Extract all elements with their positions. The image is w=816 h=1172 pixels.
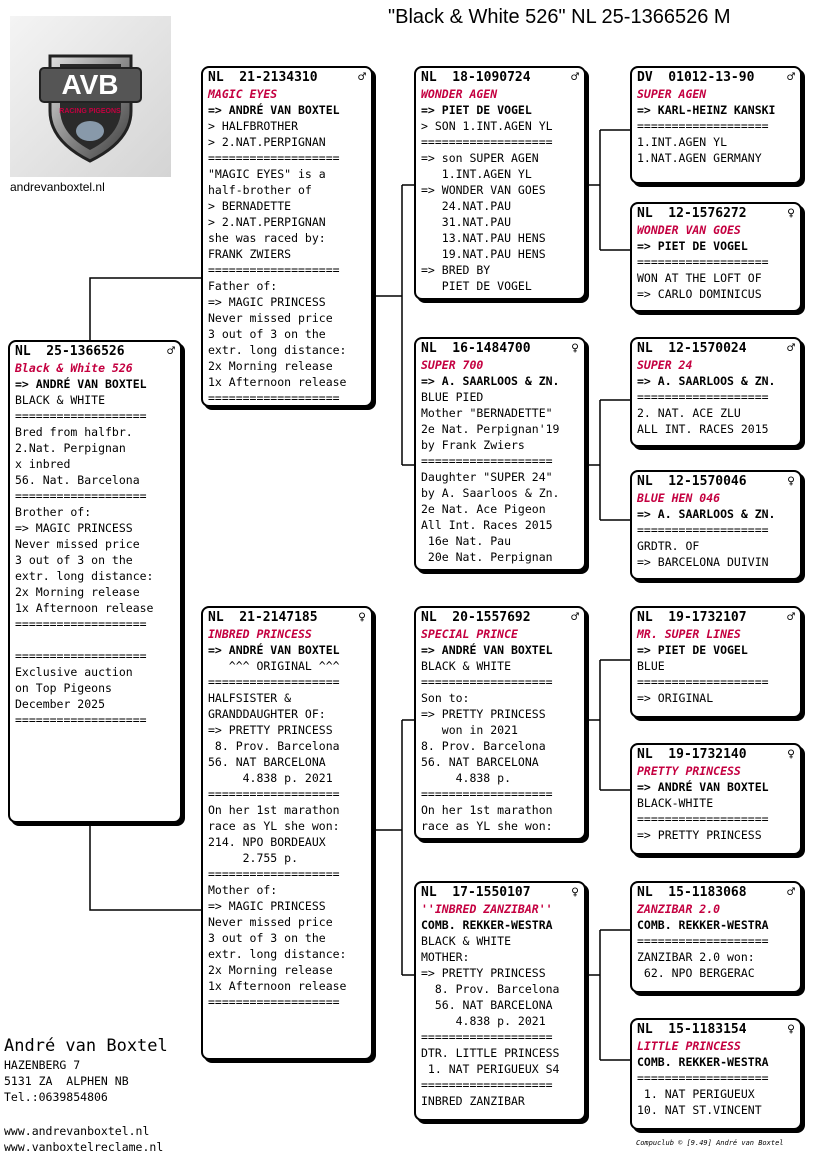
pedigree-line: December 2025 (15, 697, 106, 711)
ring-number (637, 747, 797, 763)
pedigree-line: => BRED BY (421, 263, 491, 277)
male-icon: ♂ (571, 70, 579, 85)
pedigree-line: 56. Nat. Barcelona (15, 473, 140, 487)
ring-number-text: NL 19-1732140 (637, 747, 747, 762)
pigeon-name: SUPER AGEN (637, 87, 707, 101)
pigeon-card-sire[interactable] (201, 66, 373, 407)
pedigree-line: Exclusive auction (15, 665, 133, 679)
pedigree-line: =================== (208, 867, 340, 881)
pedigree-line: > 2.NAT.PERPIGNAN (208, 215, 326, 229)
pedigree-line: => WONDER VAN GOES (421, 183, 546, 197)
female-icon: ♀ (787, 474, 795, 489)
pedigree-line: x inbred (15, 457, 71, 471)
female-icon: ♀ (787, 206, 795, 221)
ring-number-text: NL 17-1550107 (421, 885, 531, 900)
pigeon-card-dds[interactable] (630, 881, 802, 993)
pedigree-line: =================== (637, 934, 769, 948)
pedigree-line: 4.838 p. 2021 (421, 1014, 546, 1028)
pedigree-line: 2.Nat. Perpignan (15, 441, 126, 455)
pedigree-line: =================== (637, 255, 769, 269)
pigeon-card-sire-sire[interactable] (414, 66, 586, 300)
pedigree-line: On her 1st marathon (208, 803, 340, 817)
website-link-2[interactable]: www.vanboxtelreclame.nl (4, 1140, 164, 1154)
ring-number-text: NL 15-1183154 (637, 1022, 747, 1037)
pedigree-line: > BERNADETTE (208, 199, 292, 213)
pedigree-line: Never missed price (15, 537, 140, 551)
pigeon-owner: => KARL-HEINZ KANSKI (637, 103, 776, 117)
male-icon: ♂ (787, 70, 795, 85)
pigeon-name: ''INBRED ZANZIBAR'' (421, 902, 553, 916)
pedigree-line: =================== (208, 787, 340, 801)
pedigree-line: 56. NAT BARCELONA (208, 755, 326, 769)
pedigree-line: 1x Afternoon release (208, 375, 347, 389)
pedigree-line: by Frank Zwiers (421, 438, 525, 452)
breeder-name: André van Boxtel (4, 1036, 168, 1056)
pedigree-line: =================== (421, 787, 553, 801)
pedigree-line: 3 out of 3 on the (15, 553, 133, 567)
pigeon-card-dam-sire[interactable] (414, 606, 586, 840)
pedigree-line: 56. NAT BARCELONA (421, 755, 539, 769)
logo-text: AVB (61, 69, 119, 100)
ring-number-text: DV 01012-13-90 (637, 70, 755, 85)
pigeon-owner: COMB. REKKER-WESTRA (421, 918, 553, 932)
pedigree-line: DTR. LITTLE PRINCESS (421, 1046, 560, 1060)
pigeon-owner: => ANDRÉ VAN BOXTEL (208, 643, 340, 657)
pedigree-line: won in 2021 (421, 723, 518, 737)
pedigree-line: BLACK & WHITE (15, 393, 106, 407)
pedigree-line: ALL INT. RACES 2015 (637, 422, 769, 436)
website-link[interactable]: www.andrevanboxtel.nl (4, 1124, 150, 1138)
pigeon-name: MR. SUPER LINES (637, 627, 741, 641)
pedigree-line: 4.838 p. 2021 (208, 771, 333, 785)
ring-number-text: NL 12-1576272 (637, 206, 747, 221)
pedigree-line: 1.INT.AGEN YL (637, 135, 728, 149)
pedigree-line: ZANZIBAR 2.0 won: (637, 950, 755, 964)
pigeon-owner: COMB. REKKER-WESTRA (637, 1055, 769, 1069)
pedigree-line: race as YL she won: (208, 819, 340, 833)
pigeon-name: SPECIAL PRINCE (421, 627, 518, 641)
pigeon-card-dam[interactable] (201, 606, 373, 1060)
pedigree-line: WON AT THE LOFT OF (637, 271, 762, 285)
pedigree-line: 2x Morning release (15, 585, 140, 599)
pigeon-owner: => A. SAARLOOS & ZN. (421, 374, 560, 388)
pedigree-line: BLACK & WHITE (421, 934, 512, 948)
pedigree-line: 13.NAT.PAU HENS (421, 231, 546, 245)
pedigree-line: => MAGIC PRINCESS (208, 295, 326, 309)
pedigree-line: =================== (637, 119, 769, 133)
pedigree-line: 1. NAT PERIGUEUX (637, 1087, 755, 1101)
pedigree-line: > HALFBROTHER (208, 119, 299, 133)
ring-number (637, 206, 797, 222)
pedigree-line: 214. NPO BORDEAUX (208, 835, 326, 849)
ring-number (637, 70, 797, 86)
pedigree-line: On her 1st marathon (421, 803, 553, 817)
pedigree-line: Brother of: (15, 505, 92, 519)
pedigree-line: =================== (637, 1071, 769, 1085)
male-icon: ♂ (787, 885, 795, 900)
pedigree-line: FRANK ZWIERS (208, 247, 292, 261)
pedigree-line: 1. NAT PERIGUEUX S4 (421, 1062, 560, 1076)
pedigree-line: PIET DE VOGEL (421, 279, 532, 293)
ring-number-text: NL 20-1557692 (421, 610, 531, 625)
pedigree-line: =================== (15, 649, 147, 663)
pedigree-line: 20e Nat. Perpignan (421, 550, 553, 564)
pedigree-line: 3 out of 3 on the (208, 931, 326, 945)
pigeon-card-subject[interactable] (8, 340, 182, 823)
pedigree-line: => son SUPER AGEN (421, 151, 539, 165)
pigeon-name: WONDER AGEN (421, 87, 498, 101)
pedigree-line: =================== (15, 713, 147, 727)
breeder-address: HAZENBERG 7 (4, 1058, 81, 1072)
pedigree-line: => MAGIC PRINCESS (208, 899, 326, 913)
pedigree-line: Never missed price (208, 311, 333, 325)
pedigree-line: => PRETTY PRINCESS (421, 966, 546, 980)
pedigree-line: GRDTR. OF (637, 539, 700, 553)
pigeon-name: INBRED PRINCESS (208, 627, 312, 641)
pigeon-card-sire-dam[interactable] (414, 337, 586, 571)
pigeon-card-dss[interactable] (630, 606, 802, 718)
pedigree-line: 8. Prov. Barcelona (208, 739, 340, 753)
pigeon-owner: => ANDRÉ VAN BOXTEL (15, 377, 147, 391)
pedigree-line: Bred from halfbr. (15, 425, 133, 439)
pedigree-line: All Int. Races 2015 (421, 518, 553, 532)
pedigree-line: => PRETTY PRINCESS (421, 707, 546, 721)
female-icon: ♀ (358, 610, 366, 625)
page-title: "Black & White 526" NL 25-1366526 M (388, 6, 731, 28)
pedigree-line: =================== (421, 1078, 553, 1092)
pedigree-line: =================== (637, 675, 769, 689)
pedigree-line: => BARCELONA DUIVIN (637, 555, 769, 569)
pedigree-line: =================== (208, 151, 340, 165)
pedigree-line: BLUE PIED (421, 390, 484, 404)
ring-number (208, 70, 368, 86)
pedigree-line: 2. NAT. ACE ZLU (637, 406, 741, 420)
pedigree-line: BLACK & WHITE (421, 659, 512, 673)
pigeon-card-ddd[interactable] (630, 1018, 802, 1130)
pedigree-line: => PRETTY PRINCESS (637, 828, 762, 842)
pedigree-line (15, 632, 177, 648)
pedigree-line: 8. Prov. Barcelona (421, 739, 546, 753)
male-icon: ♂ (787, 341, 795, 356)
pedigree-line: 4.838 p. (421, 771, 512, 785)
footer-links (4, 1124, 163, 1156)
pedigree-line: => ORIGINAL (637, 691, 714, 705)
pigeon-name: ZANZIBAR 2.0 (637, 902, 721, 916)
pigeon-name: Black & White 526 (15, 361, 133, 375)
pedigree-line: 1x Afternoon release (208, 979, 347, 993)
pedigree-line: => CARLO DOMINICUS (637, 287, 762, 301)
breeder-phone: Tel.:0639854806 (4, 1090, 108, 1104)
ring-number (637, 1022, 797, 1038)
pedigree-line: Mother of: (208, 883, 278, 897)
male-icon: ♂ (358, 70, 366, 85)
pedigree-line: Daughter "SUPER 24" (421, 470, 553, 484)
breeder-city: 5131 ZA ALPHEN NB (4, 1074, 129, 1088)
pedigree-line: 2e Nat. Ace Pigeon (421, 502, 546, 516)
pedigree-line: 2e Nat. Perpignan'19 (421, 422, 560, 436)
pedigree-line: =================== (421, 675, 553, 689)
pedigree-line: 3 out of 3 on the (208, 327, 326, 341)
ring-number (421, 885, 581, 901)
pigeon-name: SUPER 700 (421, 358, 484, 372)
pedigree-line: BLACK-WHITE (637, 796, 714, 810)
pigeon-owner: => PIET DE VOGEL (637, 239, 748, 253)
ring-number-text: NL 18-1090724 (421, 70, 531, 85)
pedigree-line: Son to: (421, 691, 470, 705)
pedigree-line: =================== (637, 812, 769, 826)
pedigree-line: she was raced by: (208, 231, 326, 245)
pedigree-line: 56. NAT BARCELONA (421, 998, 553, 1012)
pigeon-name: PRETTY PRINCESS (637, 764, 741, 778)
pedigree-line: GRANDDAUGHTER OF: (208, 707, 326, 721)
pedigree-line: =================== (421, 454, 553, 468)
pedigree-line: => MAGIC PRINCESS (15, 521, 133, 535)
ring-number-text: NL 21-2134310 (208, 70, 318, 85)
pedigree-line: Father of: (208, 279, 278, 293)
pedigree-line: INBRED ZANZIBAR (421, 1094, 525, 1108)
ring-number-text: NL 12-1570024 (637, 341, 747, 356)
ring-number (637, 610, 797, 626)
pedigree-line: 2x Morning release (208, 963, 333, 977)
ring-number (208, 610, 368, 626)
pedigree-line: =================== (208, 675, 340, 689)
pigeon-card-sss[interactable] (630, 66, 802, 184)
pedigree-line: =================== (208, 995, 340, 1009)
logo-subtext: RACING PIGEONS (59, 108, 121, 115)
pedigree-line: > 2.NAT.PERPIGNAN (208, 135, 326, 149)
pedigree-line: 19.NAT.PAU HENS (421, 247, 546, 261)
pigeon-owner: => A. SAARLOOS & ZN. (637, 507, 776, 521)
pigeon-owner: => PIET DE VOGEL (421, 103, 532, 117)
ring-number-text: NL 16-1484700 (421, 341, 531, 356)
pedigree-line: =================== (637, 523, 769, 537)
pedigree-line: 24.NAT.PAU (421, 199, 512, 213)
pigeon-owner: => A. SAARLOOS & ZN. (637, 374, 776, 388)
female-icon: ♀ (787, 1022, 795, 1037)
pigeon-card-ssd[interactable] (630, 202, 802, 312)
pedigree-line: race as YL she won: (421, 819, 553, 833)
pigeon-name: SUPER 24 (637, 358, 693, 372)
pedigree-line: 62. NPO BERGERAC (637, 966, 755, 980)
pedigree-line: 31.NAT.PAU (421, 215, 512, 229)
pedigree-line: 8. Prov. Barcelona (421, 982, 560, 996)
breeder-contact (4, 1036, 168, 1106)
pigeon-name: LITTLE PRINCESS (637, 1039, 741, 1053)
ring-number (637, 885, 797, 901)
pigeon-card-sdd[interactable] (630, 470, 802, 580)
pedigree-line: half-brother of (208, 183, 312, 197)
pedigree-line: =================== (421, 135, 553, 149)
ring-number (421, 341, 581, 357)
pedigree-line: =================== (637, 390, 769, 404)
ring-number-text: NL 21-2147185 (208, 610, 318, 625)
pigeon-card-dsd[interactable] (630, 743, 802, 855)
male-icon: ♂ (167, 344, 175, 359)
pigeon-name: BLUE HEN 046 (637, 491, 721, 505)
pedigree-line: =================== (208, 391, 340, 405)
pigeon-name: WONDER VAN GOES (637, 223, 741, 237)
pedigree-line: Mother "BERNADETTE" (421, 406, 553, 420)
pedigree-line: ^^^ ORIGINAL ^^^ (208, 659, 340, 673)
ring-number-text: NL 19-1732107 (637, 610, 747, 625)
pedigree-line: 2.755 p. (208, 851, 299, 865)
male-icon: ♂ (571, 610, 579, 625)
pigeon-owner: => ANDRÉ VAN BOXTEL (208, 103, 340, 117)
female-icon: ♀ (571, 341, 579, 356)
ring-number-text: NL 25-1366526 (15, 344, 125, 359)
ring-number (421, 70, 581, 86)
pedigree-line: Never missed price (208, 915, 333, 929)
pedigree-line: => PRETTY PRINCESS (208, 723, 333, 737)
pedigree-line: =================== (15, 409, 147, 423)
pedigree-line: 1.INT.AGEN YL (421, 167, 532, 181)
ring-number (15, 344, 177, 360)
pigeon-owner: => ANDRÉ VAN BOXTEL (637, 780, 769, 794)
pedigree-line: BLUE (637, 659, 665, 673)
software-credit: Compuclub © [9.49] André van Boxtel (636, 1139, 784, 1147)
ring-number (637, 341, 797, 357)
pedigree-line: "MAGIC EYES" is a (208, 167, 326, 181)
pedigree-line: extr. long distance: (208, 947, 347, 961)
pedigree-line: =================== (421, 1030, 553, 1044)
pedigree-line: =================== (208, 263, 340, 277)
female-icon: ♀ (787, 747, 795, 762)
pedigree-line: by A. Saarloos & Zn. (421, 486, 560, 500)
pedigree-line: extr. long distance: (208, 343, 347, 357)
pedigree-line: 1x Afternoon release (15, 601, 154, 615)
pigeon-owner: => PIET DE VOGEL (637, 643, 748, 657)
ring-number-text: NL 15-1183068 (637, 885, 747, 900)
pigeon-card-sds[interactable] (630, 337, 802, 447)
pedigree-line: 10. NAT ST.VINCENT (637, 1103, 762, 1117)
pedigree-line: on Top Pigeons (15, 681, 112, 695)
pedigree-line: > SON 1.INT.AGEN YL (421, 119, 553, 133)
pedigree-line: 1.NAT.AGEN GERMANY (637, 151, 762, 165)
pigeon-card-dam-dam[interactable] (414, 881, 586, 1121)
pedigree-line: HALFSISTER & (208, 691, 292, 705)
pigeon-owner: => ANDRÉ VAN BOXTEL (421, 643, 553, 657)
pigeon-owner: COMB. REKKER-WESTRA (637, 918, 769, 932)
pedigree-line: 2x Morning release (208, 359, 333, 373)
female-icon: ♀ (571, 885, 579, 900)
male-icon: ♂ (787, 610, 795, 625)
pedigree-line: =================== (15, 617, 147, 631)
ring-number (637, 474, 797, 490)
pedigree-line: extr. long distance: (15, 569, 154, 583)
pedigree-line: MOTHER: (421, 950, 470, 964)
pedigree-line: 16e Nat. Pau (421, 534, 512, 548)
logo-url: andrevanboxtel.nl (10, 180, 105, 194)
pigeon-name: MAGIC EYES (208, 87, 278, 101)
pedigree-line: =================== (15, 489, 147, 503)
ring-number (421, 610, 581, 626)
ring-number-text: NL 12-1570046 (637, 474, 747, 489)
